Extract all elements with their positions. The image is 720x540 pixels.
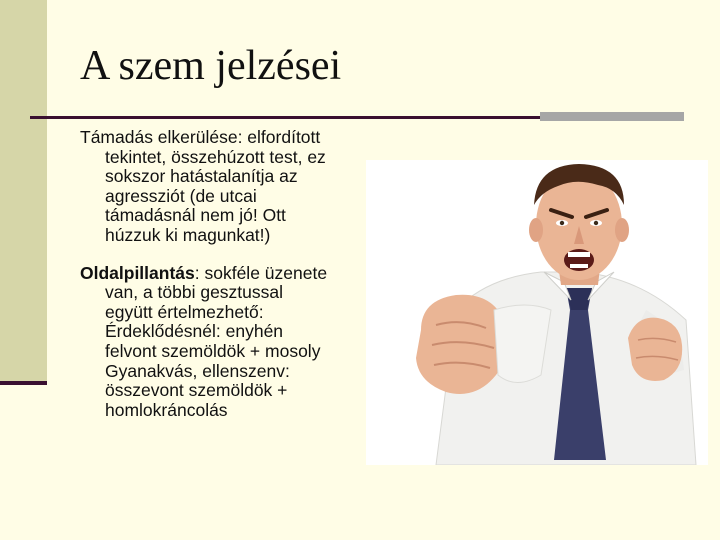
bold-term: Oldalpillantás bbox=[80, 262, 195, 283]
title-underline bbox=[30, 116, 540, 119]
bullet-line bbox=[80, 264, 370, 284]
side-decor-band bbox=[0, 0, 47, 385]
title-underline-accent bbox=[540, 112, 684, 121]
bullet-line: Érdeklődésnél: enyhén bbox=[105, 321, 284, 342]
bullet-line: sokszor hatástalanítja az bbox=[105, 166, 298, 187]
angry-man-photo bbox=[366, 160, 708, 465]
bullet-line: együtt értelmezhető: bbox=[105, 301, 264, 322]
bullet-line: agressziót (de utcai bbox=[105, 185, 257, 206]
bullet-paragraph-2 bbox=[80, 264, 370, 421]
side-decor-line bbox=[0, 381, 47, 385]
angry-man-illustration bbox=[366, 160, 708, 465]
bullet-paragraph-1 bbox=[80, 128, 370, 246]
bullet-line: összevont szemöldök + bbox=[105, 380, 288, 401]
bullet-line: felvont szemöldök + mosoly bbox=[105, 340, 321, 361]
bullet-line: homlokráncolás bbox=[105, 399, 228, 420]
bullet-line: húzzuk ki magunkat!) bbox=[105, 224, 271, 245]
bullet-line: Gyanakvás, ellenszenv: bbox=[105, 360, 290, 381]
bullet-line: tekintet, összehúzott test, ez bbox=[105, 146, 326, 167]
bullet-line-rest: : sokféle üzenete bbox=[194, 262, 328, 283]
slide-title: A szem jelzései bbox=[80, 43, 342, 89]
bullet-line: van, a többi gesztussal bbox=[105, 282, 284, 303]
bullet-line: támadásnál nem jó! Ott bbox=[105, 205, 286, 226]
slide-body bbox=[80, 128, 370, 420]
bullet-line: Támadás elkerülése: elfordított bbox=[80, 127, 321, 147]
